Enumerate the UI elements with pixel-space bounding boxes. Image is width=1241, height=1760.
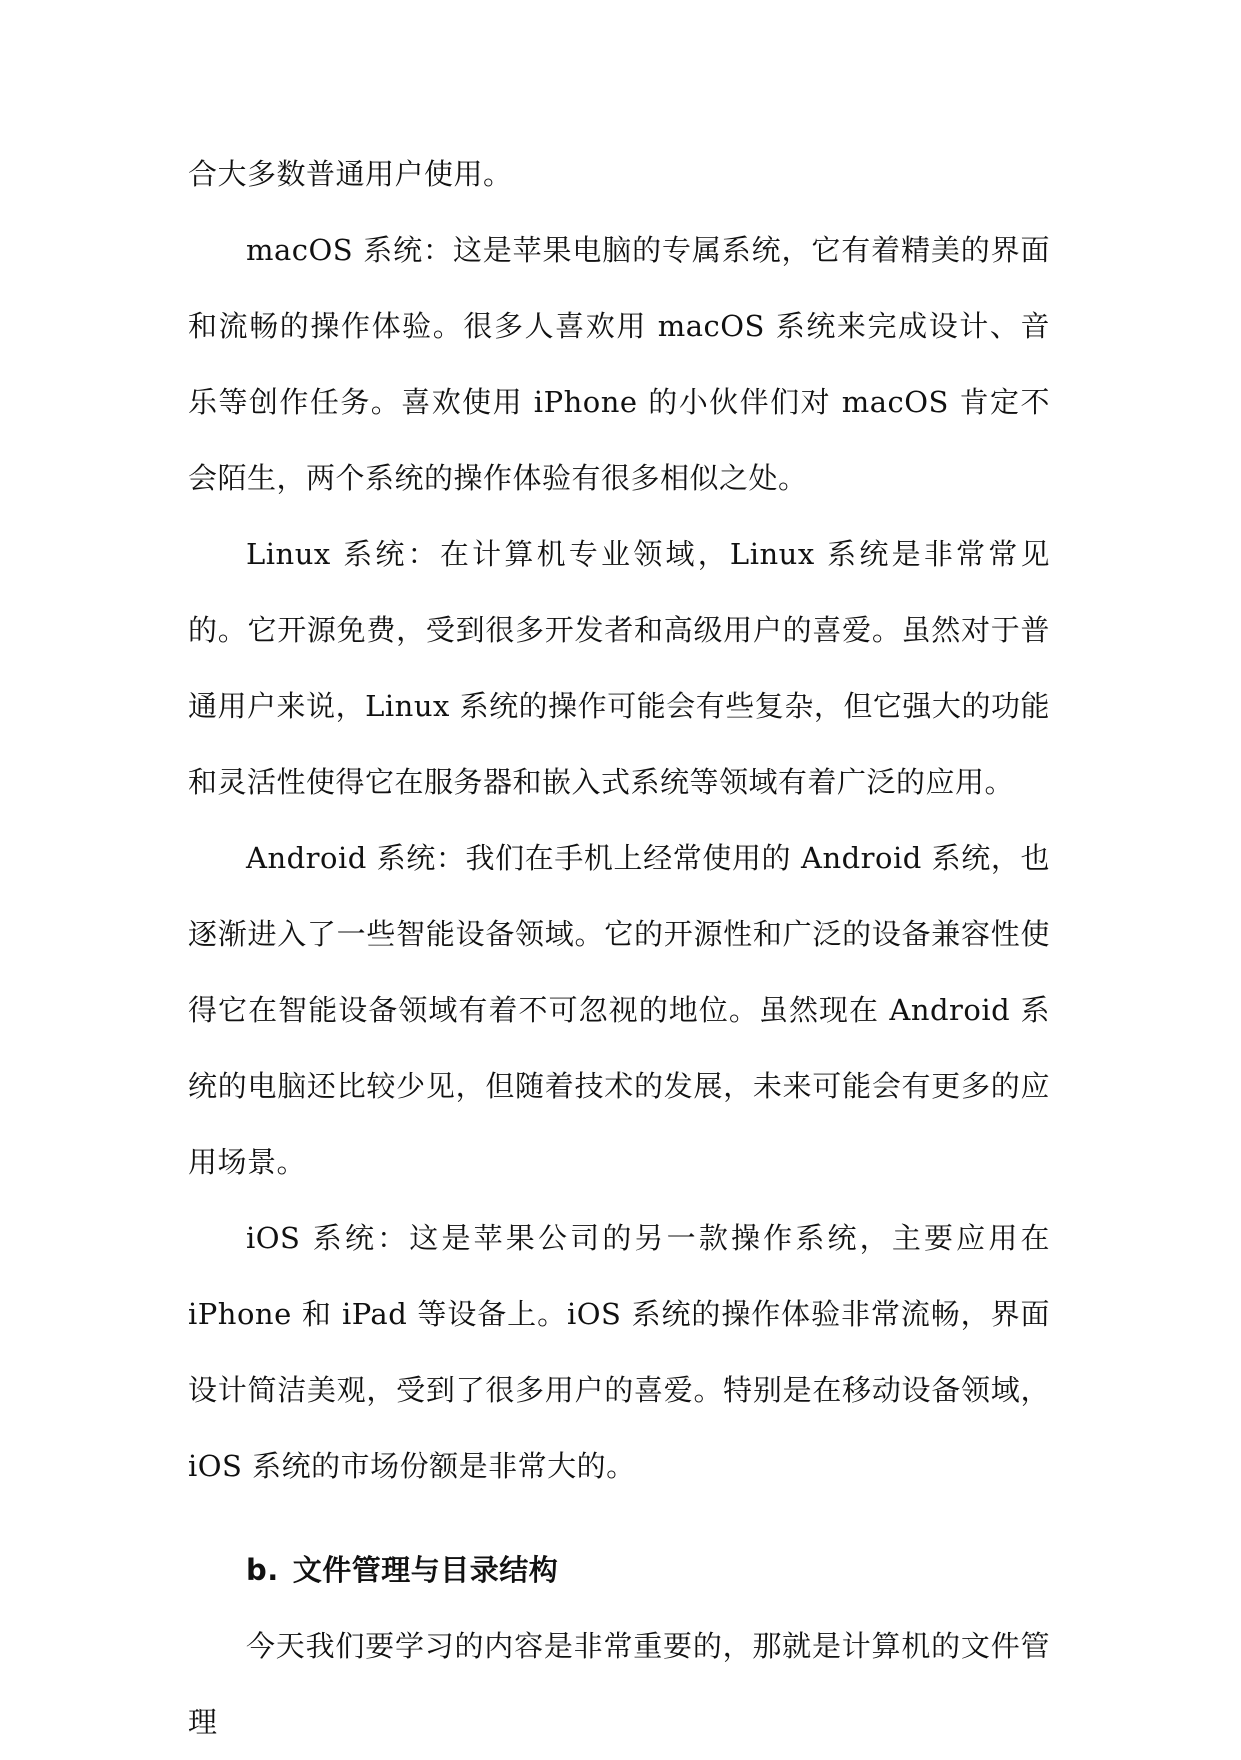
paragraph-continuation: 合大多数普通用户使用。 (188, 157, 513, 191)
paragraph-ios: iOS 系统：这是苹果公司的另一款操作系统，主要应用在 iPhone 和 iPad 等设备上。iOS 系统的操作体验非常流畅，界面设计简洁美观，受到了很多用户的喜爱。特别是在移动设备领域，iOS 系统的市场份额是非常大的。 (188, 1221, 1050, 1483)
section-heading (188, 1532, 1050, 1608)
document-body (188, 136, 1050, 1760)
paragraph-macos: macOS 系统：这是苹果电脑的专属系统，它有着精美的界面和流畅的操作体验。很多人喜欢用 macOS 系统来完成设计、音乐等创作任务。喜欢使用 iPhone 的小伙伴们对 macOS 肯定不会陌生，两个系统的操作体验有很多相似之处。 (188, 233, 1050, 495)
paragraph-file-management: 今天我们要学习的内容是非常重要的，那就是计算机的文件管理 (188, 1629, 1050, 1739)
paragraph-android: Android 系统：我们在手机上经常使用的 Android 系统，也逐渐进入了一些智能设备领域。它的开源性和广泛的设备兼容性使得它在智能设备领域有着不可忽视的地位。虽然现在 Android 系统的电脑还比较少见，但随着技术的发展，未来可能会有更多的应用场景。 (188, 841, 1050, 1179)
section-heading-title: 文件管理与目录结构 (292, 1553, 559, 1587)
section-heading-marker: b. (246, 1553, 279, 1587)
paragraph-linux: Linux 系统：在计算机专业领域，Linux 系统是非常常见的。它开源免费，受到很多开发者和高级用户的喜爱。虽然对于普通用户来说，Linux 系统的操作可能会有些复杂，但它强大的功能和灵活性使得它在服务器和嵌入式系统等领域有着广泛的应用。 (188, 537, 1050, 799)
